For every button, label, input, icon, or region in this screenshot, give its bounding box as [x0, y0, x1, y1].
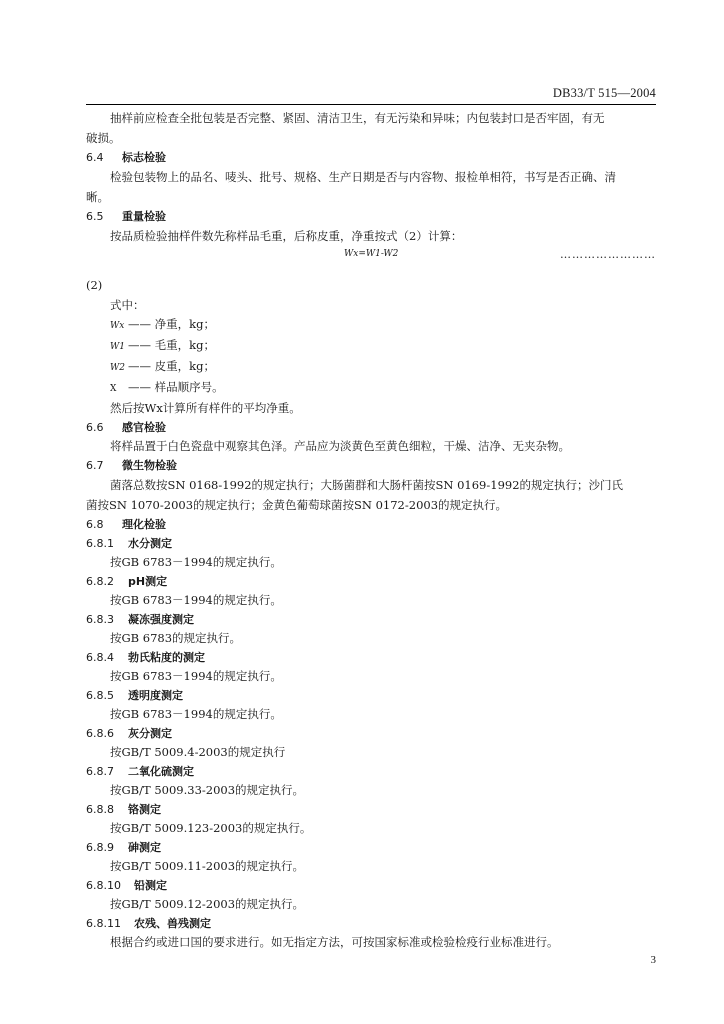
symbol: X [110, 384, 117, 394]
subsection-title: 透明度测定 [128, 689, 183, 702]
section-number: 6.6 [86, 421, 104, 434]
definition-text: —— 样品顺序号。 [128, 380, 224, 394]
definition-line [86, 336, 656, 357]
section-title: 微生物检验 [122, 459, 177, 472]
where-label: 式中： [110, 298, 145, 312]
definition-text: —— 毛重，kg； [128, 338, 215, 352]
definition-text: —— 皮重，kg； [128, 359, 215, 373]
subsection-list [86, 534, 656, 952]
page-content [86, 108, 656, 952]
page-number: 3 [650, 954, 656, 966]
paragraph-line: 然后按Wx计算所有样件的平均净重。 [110, 401, 301, 415]
subsection-number: 6.8.5 [86, 689, 114, 702]
subsection-title: 铬测定 [128, 803, 161, 816]
subsection-heading [86, 762, 656, 781]
subsection-title: pH测定 [128, 575, 168, 588]
subsection-heading [86, 800, 656, 819]
subsection-number: 6.8.1 [86, 537, 114, 550]
subsection-text: 按GB/T 5009.33-2003的规定执行。 [110, 783, 305, 797]
subsection-text: 按GB/T 5009.4-2003的规定执行 [110, 745, 286, 759]
subsection-heading [86, 686, 656, 705]
subsection-number: 6.8.7 [86, 765, 114, 778]
subsection-heading [86, 876, 656, 895]
section-heading [86, 207, 656, 226]
subsection-heading [86, 914, 656, 933]
subsection-text: 按GB/T 5009.11-2003的规定执行。 [110, 859, 305, 873]
symbol: Wx [110, 321, 125, 331]
section-heading [86, 456, 656, 475]
formula-row [86, 246, 656, 266]
paragraph-line: 按品质检验抽样件数先称样品毛重，后称皮重，净重按式（2）计算： [110, 229, 463, 243]
paragraph-line: 菌按SN 1070-2003的规定执行；金黄色葡萄球菌按SN 0172-2003的规定执行。 [86, 498, 508, 512]
paragraph-line: 菌落总数按SN 0168-1992的规定执行；大肠菌群和大肠杆菌按SN 0169-1992的规定执行；沙门氏 [110, 478, 624, 492]
subsection-number: 6.8.6 [86, 727, 114, 740]
subsection-title: 农残、兽残测定 [134, 917, 211, 930]
intro-line-2: 破损。 [86, 131, 121, 145]
section-heading [86, 418, 656, 437]
paragraph-line: 晰。 [86, 190, 109, 204]
subsection-title: 水分测定 [128, 537, 172, 550]
subsection-text: 按GB 6783－1994的规定执行。 [110, 707, 282, 721]
subsection-heading [86, 838, 656, 857]
subsection-number: 6.8.8 [86, 803, 114, 816]
definition-text: —— 净重，kg； [128, 317, 215, 331]
subsection-number: 6.8.4 [86, 651, 114, 664]
subsection-text: 按GB 6783－1994的规定执行。 [110, 593, 282, 607]
subsection-heading [86, 610, 656, 629]
paragraph-line: 检验包装物上的品名、唛头、批号、规格、生产日期是否与内容物、报检单相符，书写是否正确、清 [110, 170, 616, 184]
paragraph-line: 将样品置于白色瓷盘中观察其色泽。产品应为淡黄色至黄色细粒，干燥、洁净、无夹杂物。 [110, 439, 570, 453]
subsection-text: 按GB 6783－1994的规定执行。 [110, 555, 282, 569]
section-heading [86, 515, 656, 534]
subsection-text: 按GB 6783的规定执行。 [110, 631, 242, 645]
subsection-number: 6.8.9 [86, 841, 114, 854]
subsection-heading [86, 648, 656, 667]
section-number: 6.8 [86, 518, 104, 531]
definition-line [86, 357, 656, 378]
section-number: 6.7 [86, 459, 104, 472]
section-title: 理化检验 [122, 518, 166, 531]
subsection-text: 根据合约或进口国的要求进行。如无指定方法，可按国家标准或检验检疫行业标准进行。 [110, 935, 559, 949]
symbol: W2 [110, 363, 125, 373]
subsection-text: 按GB/T 5009.12-2003的规定执行。 [110, 897, 305, 911]
subsection-number: 6.8.11 [86, 917, 121, 930]
intro-line-1: 抽样前应检查全批包装是否完整、紧固、清洁卫生，有无污染和异味；内包装封口是否牢固，有无 [110, 111, 605, 125]
subsection-title: 灰分测定 [128, 727, 172, 740]
subsection-heading [86, 724, 656, 743]
subsection-text: 按GB 6783－1994的规定执行。 [110, 669, 282, 683]
subsection-number: 6.8.3 [86, 613, 114, 626]
subsection-title: 二氧化硫测定 [128, 765, 194, 778]
section-number: 6.5 [86, 210, 104, 223]
subsection-title: 砷测定 [128, 841, 161, 854]
section-heading [86, 148, 656, 167]
doc-header-code: DB33/T 515—2004 [552, 86, 656, 100]
subsection-number: 6.8.10 [86, 879, 121, 892]
subsection-title: 凝冻强度测定 [128, 613, 194, 626]
section-title: 重量检验 [122, 210, 166, 223]
formula: Wx=W1-W2 [344, 249, 399, 259]
subsection-heading [86, 572, 656, 591]
subsection-title: 勃氏粘度的测定 [128, 651, 205, 664]
subsection-text: 按GB/T 5009.123-2003的规定执行。 [110, 821, 312, 835]
section-title: 感官检验 [122, 421, 166, 434]
equation-number: (2) [86, 278, 103, 292]
symbol: W1 [110, 342, 125, 352]
subsection-title: 铅测定 [134, 879, 167, 892]
subsection-heading [86, 534, 656, 553]
section-number: 6.4 [86, 151, 104, 164]
section-title: 标志检验 [122, 151, 166, 164]
header-rule [86, 104, 656, 105]
definition-line [86, 378, 656, 399]
definition-line [86, 315, 656, 336]
leader-dots: …………………… [560, 248, 656, 261]
subsection-number: 6.8.2 [86, 575, 114, 588]
